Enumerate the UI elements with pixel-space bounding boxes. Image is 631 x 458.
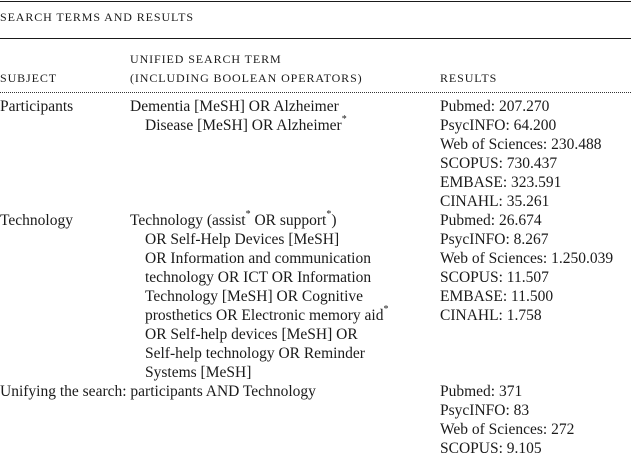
result-item: Web of Sciences: 1.250.039 [440, 250, 614, 267]
table-top-rule [0, 1, 631, 2]
table-title-rule [0, 38, 631, 39]
result-item: Pubmed: 207.270 [440, 98, 550, 115]
header-term-line2: (INCLUDING BOOLEAN OPERATORS) [130, 71, 363, 85]
result-item: SCOPUS: 730.437 [440, 155, 558, 172]
term-line: prosthetics OR Electronic memory aid* [145, 303, 389, 324]
result-item: CINAHL: 1.758 [440, 307, 542, 324]
result-item: Pubmed: 26.674 [440, 212, 542, 229]
header-results: RESULTS [440, 71, 498, 85]
row-unifying-subject: Unifying the search: participants AND Technology [0, 383, 316, 400]
result-item: CINAHL: 35.261 [440, 193, 550, 210]
header-term-line1: UNIFIED SEARCH TERM [130, 52, 282, 66]
result-item: PsycINFO: 8.267 [440, 231, 549, 248]
term-line: OR Information and communication [145, 250, 371, 267]
result-item: Web of Sciences: 272 [440, 421, 575, 438]
term-line: Disease [MeSH] OR Alzheimer* [145, 113, 347, 134]
row-technology-term [130, 208, 389, 382]
result-item: EMBASE: 323.591 [440, 174, 562, 191]
header-dotted-rule [0, 92, 631, 93]
row-technology-results [440, 211, 613, 325]
term-line: OR Self-Help Devices [MeSH] [145, 231, 340, 248]
term-line: technology OR ICT OR Information [145, 269, 372, 286]
header-subject: SUBJECT [0, 71, 57, 85]
term-line: OR Self-help devices [MeSH] OR [145, 326, 358, 343]
result-item: PsycINFO: 64.200 [440, 117, 557, 134]
row-participants-term [130, 97, 347, 135]
result-item: EMBASE: 11.500 [440, 288, 554, 305]
result-item: SCOPUS: 11.507 [440, 269, 549, 286]
term-line: Dementia [MeSH] OR Alzheimer [130, 98, 339, 115]
result-item: PsycINFO: 83 [440, 402, 530, 419]
result-item: SCOPUS: 9.105 [440, 440, 542, 457]
row-participants-results [440, 97, 601, 211]
term-line: Technology (assist* OR support*) [130, 208, 337, 229]
term-line: Technology [MeSH] OR Cognitive [145, 288, 364, 305]
result-item: Pubmed: 371 [440, 383, 523, 400]
result-item: Web of Sciences: 230.488 [440, 136, 602, 153]
term-line: Systems [MeSH] [145, 364, 252, 381]
row-participants-subject: Participants [0, 98, 74, 115]
row-unifying-results [440, 382, 574, 458]
row-technology-subject: Technology [0, 212, 73, 229]
term-line: Self-help technology OR Reminder [145, 345, 365, 362]
table-title: SEARCH TERMS AND RESULTS [0, 10, 194, 24]
